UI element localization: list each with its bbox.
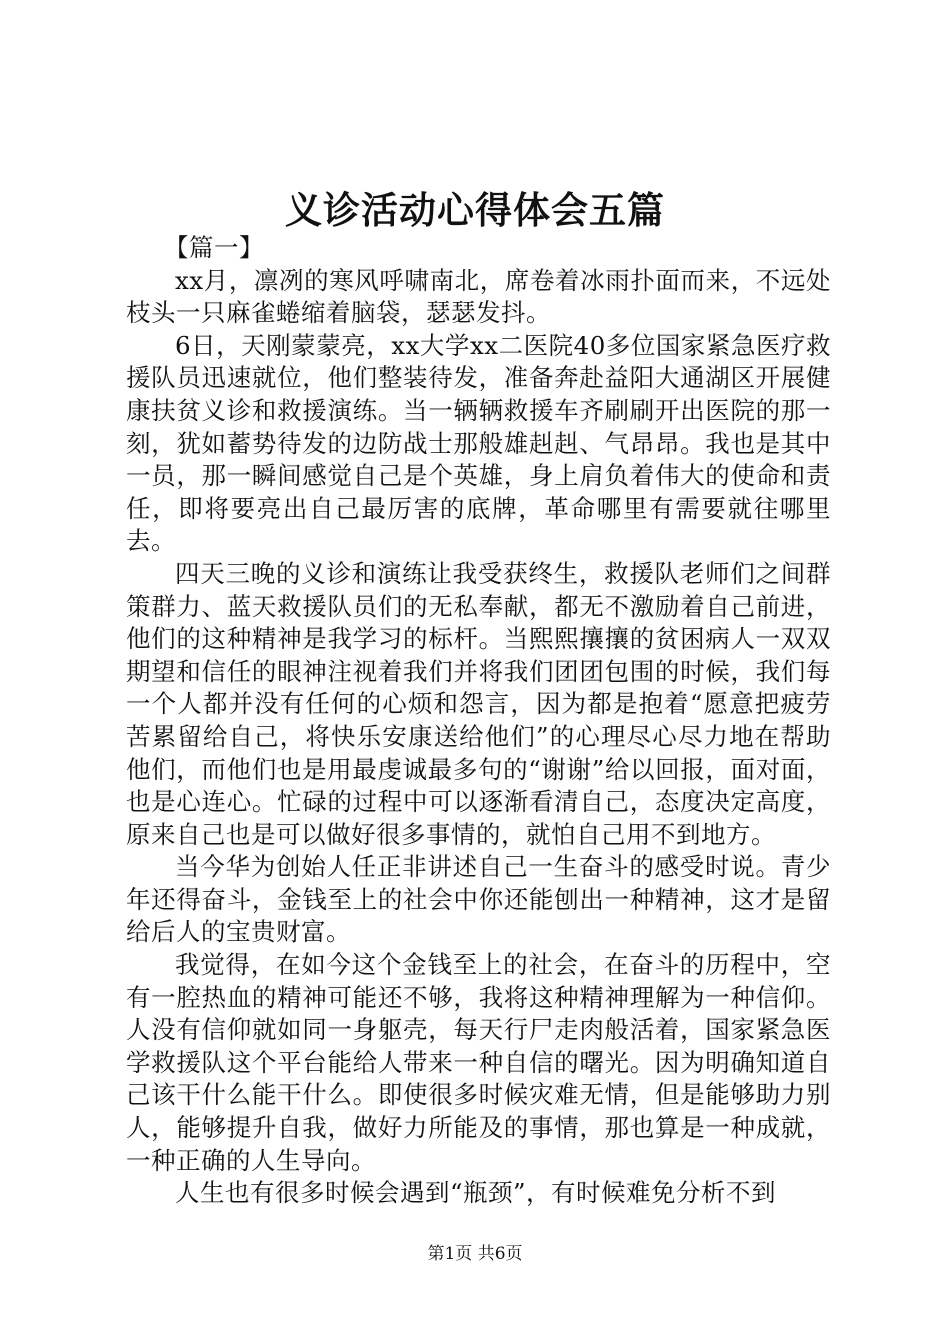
paragraph-2: 6日，天刚蒙蒙亮，xx大学xx二医院40多位国家紧急医疗救援队员迅速就位，他们整装待发，准备奔赴益阳大通湖区开展健康扶贫义诊和救援演练。当一辆辆救援车齐刷刷开出医院的那一刻，犹如蓄势待发的边防战士那般雄赳赳、气昂昂。我也是其中一员，那一瞬间感觉自己是个英雄，身上肩负着伟大的使命和责任，即将要亮出自己最厉害的底牌，革命哪里有需要就往哪里去。 [126,330,831,556]
page-number-footer: 第1页 共6页 [427,1244,523,1264]
paragraph-6: 人生也有很多时候会遇到“瓶颈”，有时候难免分析不到 [175,1178,777,1208]
section-heading: 【篇一】 [164,233,264,262]
paragraph-3: 四天三晚的义诊和演练让我受获终生，救援队老师们之间群策群力、蓝天救援队员们的无私奉献，都无不激励着自己前进，他们的这种精神是我学习的标杆。当熙熙攘攘的贫困病人一双双期望和信任的眼神注视着我们并将我们团团包围的时候，我们每一个人都并没有任何的心烦和怨言，因为都是抱着“愿意把疲劳苦累留给自己，将快乐安康送给他们”的心理尽心尽力地在帮助他们，而他们也是用最虔诚最多句的“谢谢”给以回报，面对面，也是心连心。忙碌的过程中可以逐渐看清自己，态度决定高度，原来自己也是可以做好很多事情的，就怕自己用不到地方。 [126,558,831,849]
document-body [126,232,831,1210]
paragraph-5: 我觉得，在如今这个金钱至上的社会，在奋斗的历程中，空有一腔热血的精神可能还不够，我将这种精神理解为一种信仰。人没有信仰就如同一身躯壳，每天行尸走肉般活着，国家紧急医学救援队这个平台能给人带来一种自信的曙光。因为明确知道自己该干什么能干什么。即使很多时候灾难无情，但是能够助力别人，能够提升自我，做好力所能及的事情，那也算是一种成就，一种正确的人生导向。 [126,950,831,1175]
paragraph-4: 当今华为创始人任正非讲述自己一生奋斗的感受时说。青少年还得奋斗，金钱至上的社会中你还能刨出一种精神，这才是留给后人的宝贵财富。 [126,852,831,947]
paragraph-1: xx月，凛冽的寒风呼啸南北，席卷着冰雨扑面而来，不远处枝头一只麻雀蜷缩着脑袋，瑟瑟发抖。 [126,265,831,328]
document-title: 义诊活动心得体会五篇 [285,188,665,232]
